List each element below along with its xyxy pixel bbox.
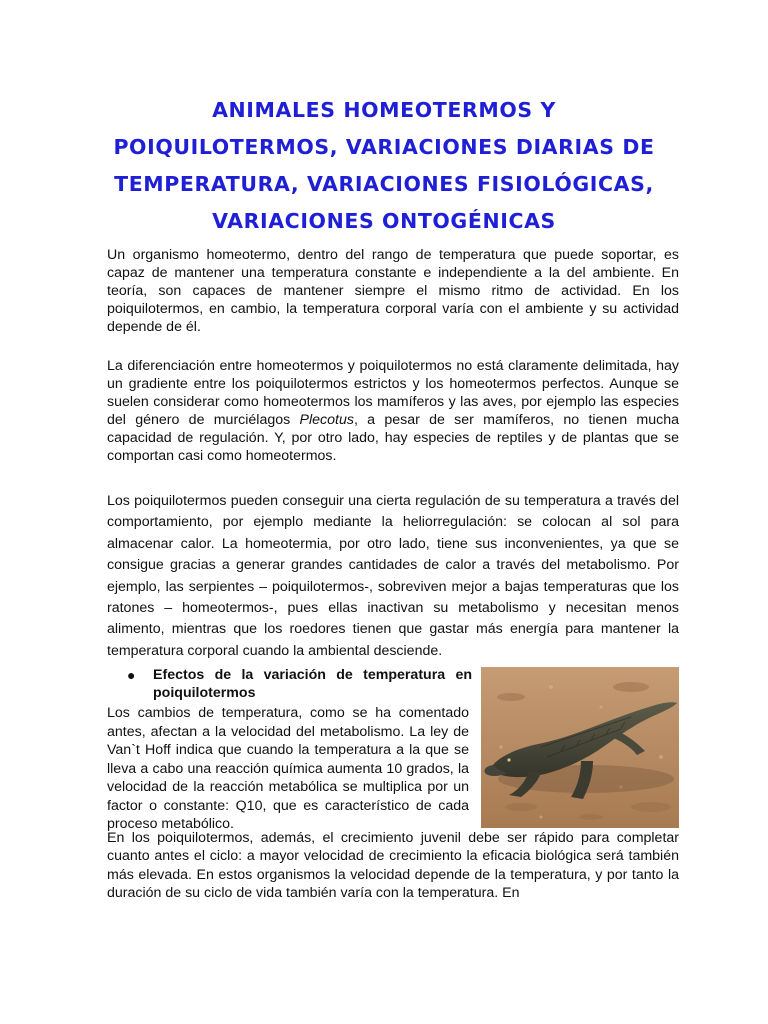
title-line-3: TEMPERATURA, VARIACIONES FISIOLÓGICAS, (114, 172, 654, 196)
title-line-4: VARIACIONES ONTOGÉNICAS (212, 209, 556, 233)
document-title (60, 92, 708, 240)
crocodile-eye (507, 758, 510, 761)
paragraph-van-t-hoff: Los cambios de temperatura, como se ha comentado antes, afectan a la velocidad del metabolismo. La ley de Van`t Hoff indica que cuando la temperatura a la que se lleva a cabo una reacción química aumenta 10 grados, la velocidad de la reacción metabólica se multiplica por un factor o constante: Q10, que es característico de cada proceso metabólico. (107, 705, 469, 832)
bullet-heading-label: Efectos de la variación de temperatura en poiquilotermos (153, 667, 472, 701)
title-line-2: POIQUILOTERMOS, VARIACIONES DIARIAS DE (113, 135, 655, 159)
bullet-icon: ● (127, 667, 136, 683)
plecotus-genus: Plecotus (299, 412, 354, 428)
title-line-1: ANIMALES HOMEOTERMOS Y (212, 98, 556, 122)
paragraph-diferenciacion (107, 357, 679, 465)
bullet-heading-text (127, 666, 472, 702)
bullet-heading (107, 666, 472, 702)
paragraph-homeotermos: Un organismo homeotermo, dentro del rango de temperatura que puede soportar, es capaz de mantener una temperatura constante e independiente a la del ambiente. En teoría, son capaces de mantener siempre el mismo ritmo de actividad. En los poiquilotermos, en cambio, la temperatura corporal varía con el ambiente y su actividad depende de él. (107, 247, 679, 335)
crocodile-illustration (481, 667, 679, 828)
paragraph-diferenciacion-end: , a pesar de ser mamíferos, no tienen mucha capacidad de regulación. Y, por otro lado, hay especies de reptiles y de plantas que se comportan casi como homeotermos. (107, 412, 679, 464)
crocodile-photo (481, 667, 679, 828)
paragraph-crecimiento: En los poiquilotermos, además, el crecimiento juvenil debe ser rápido para completar cuanto antes el ciclo: a mayor velocidad de crecimiento la eficacia biológica será también más elevada. En estos organismos la velocidad depende de la temperatura, y por tanto la duración de su ciclo de vida también varía con la temperatura. En (107, 830, 679, 901)
paragraph-diferenciacion-start: La diferenciación entre homeotermos y poiquilotermos no está claramente delimitada, hay un gradiente entre los poiquilotermos estrictos y los homeotermos perfectos. Aunque se suelen considerar como homeotermos los mamíferos y las aves, por ejemplo las especies del género de murciélagos (107, 358, 679, 428)
paragraph-regulacion: Los poiquilotermos pueden conseguir una cierta regulación de su temperatura a través del comportamiento, por ejemplo mediante la heliorregulación: se colocan al sol para almacenar calor. La homeotermia, por otro lado, tiene sus inconvenientes, ya que se consigue gracias a generar grandes cantidades de calor a través del metabolismo. Por ejemplo, las serpientes – poiquilotermos-, sobreviven mejor a bajas temperaturas que los ratones – homeotermos-, pues ellas inactivan su metabolismo y necesitan menos alimento, mientras que los roedores tienen que gastar más energía para mantener la temperatura corporal cuando la ambiental desciende. (107, 493, 679, 659)
